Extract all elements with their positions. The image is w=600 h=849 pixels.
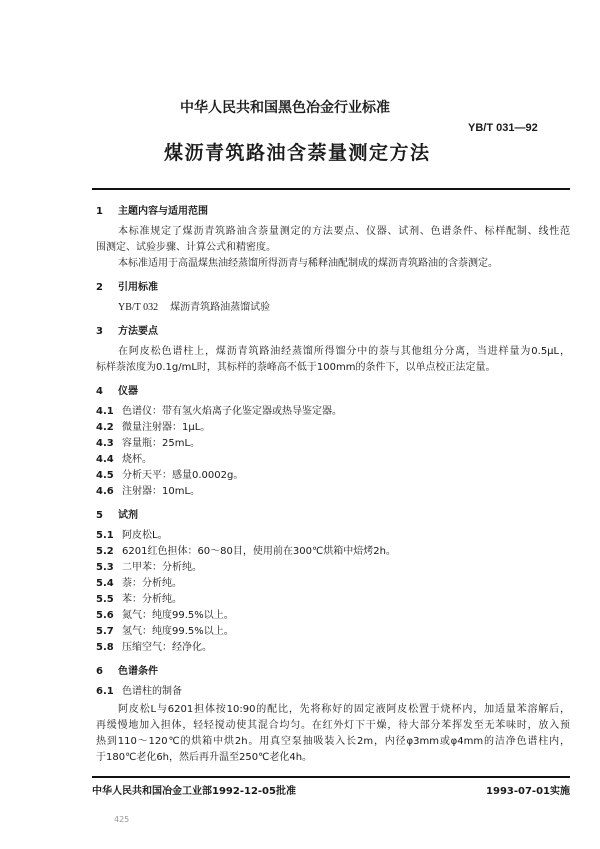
list-item: 5.5 苯：分析纯。 xyxy=(96,594,182,605)
list-item: 5.1 阿皮松L。 xyxy=(96,530,168,541)
footer-rule xyxy=(92,776,570,778)
paragraph-line: 阿皮松L与6201担体按10:90的配比，先将称好的固定液阿皮松置于烧杯内，加适量苯溶解后， xyxy=(118,704,570,715)
page-number: 425 xyxy=(114,815,130,824)
list-item: 5.4 萘：分析纯。 xyxy=(96,578,182,589)
section-heading: 1 主题内容与适用范围 xyxy=(96,206,208,217)
paragraph-line: 在阿皮松色谱柱上，煤沥青筑路油经蒸馏所得馏分中的萘与其他组分分离，当进样量为0.5μL， xyxy=(118,346,570,357)
list-item: 5.7 氢气：纯度99.5%以上。 xyxy=(96,626,234,637)
section-heading: 6 色谱条件 xyxy=(96,666,158,677)
reference-item: YB/T 032 煤沥青筑路油蒸馏试验 xyxy=(118,302,271,313)
document-footer xyxy=(92,776,570,826)
list-item: 4.5 分析天平：感量0.0002g。 xyxy=(96,470,244,481)
list-item: 5.6 氮气：纯度99.5%以上。 xyxy=(96,610,234,621)
subsection-heading: 6.1 色谱柱的制备 xyxy=(96,686,182,697)
approval-note: 中华人民共和国冶金工业部1992-12-05批准 xyxy=(92,786,296,797)
header-rule xyxy=(92,188,570,190)
paragraph-line: 热到110～120℃的烘箱中烘2h。用真空泵抽吸装入长2m，内径φ3mm或φ4mm的洁净色谱柱内， xyxy=(96,736,570,747)
list-item: 5.2 6201红色担体：60～80目，使用前在300℃烘箱中焙烤2h。 xyxy=(96,546,396,557)
effective-date: 1993-07-01实施 xyxy=(486,786,570,797)
document-header xyxy=(0,0,600,196)
list-item: 4.1 色谱仪：带有氢火焰离子化鉴定器或热导鉴定器。 xyxy=(96,406,342,417)
list-item: 5.3 二甲苯：分析纯。 xyxy=(96,562,202,573)
paragraph-line: 标样萘浓度为0.1g/mL时，其标样的萘峰高不低于100mm的条件下，以单点校正法定量。 xyxy=(96,362,496,373)
document-body xyxy=(96,204,570,766)
paragraph-line: 再缓慢地加入担体，轻轻搅动使其混合均匀。在红外灯下干燥，待大部分苯挥发至无苯味时，放入预 xyxy=(96,720,570,731)
list-item: 4.6 注射器：10mL。 xyxy=(96,486,201,497)
section-heading: 3 方法要点 xyxy=(96,326,158,337)
section-heading: 4 仪器 xyxy=(96,386,138,397)
paragraph-line: 本标准适用于高温煤焦油经蒸馏所得沥青与稀释油配制成的煤沥青筑路油的含萘测定。 xyxy=(118,258,498,269)
list-item: 4.4 烧杯。 xyxy=(96,454,152,465)
paragraph-line: 本标准规定了煤沥青筑路油含萘量测定的方法要点、仪器、试剂、色谱条件、标样配制、线性范 xyxy=(118,226,570,237)
list-item: 5.8 压缩空气：经净化。 xyxy=(96,642,212,653)
issuer-line: 中华人民共和国黑色冶金行业标准 xyxy=(180,100,390,116)
paragraph-line: 于180℃老化6h，然后再升温至250℃老化4h。 xyxy=(96,752,313,763)
paragraph-line: 围测定、试验步骤、计算公式和精密度。 xyxy=(96,242,276,253)
page-title: 煤沥青筑路油含萘量测定方法 xyxy=(164,142,431,164)
list-item: 4.2 微量注射器：1μL。 xyxy=(96,422,211,433)
list-item: 4.3 容量瓶：25mL。 xyxy=(96,438,201,449)
footer-row xyxy=(92,784,570,800)
section-heading: 5 试剂 xyxy=(96,510,138,521)
standard-code: YB/T 031—92 xyxy=(468,122,538,134)
section-heading: 2 引用标准 xyxy=(96,282,158,293)
